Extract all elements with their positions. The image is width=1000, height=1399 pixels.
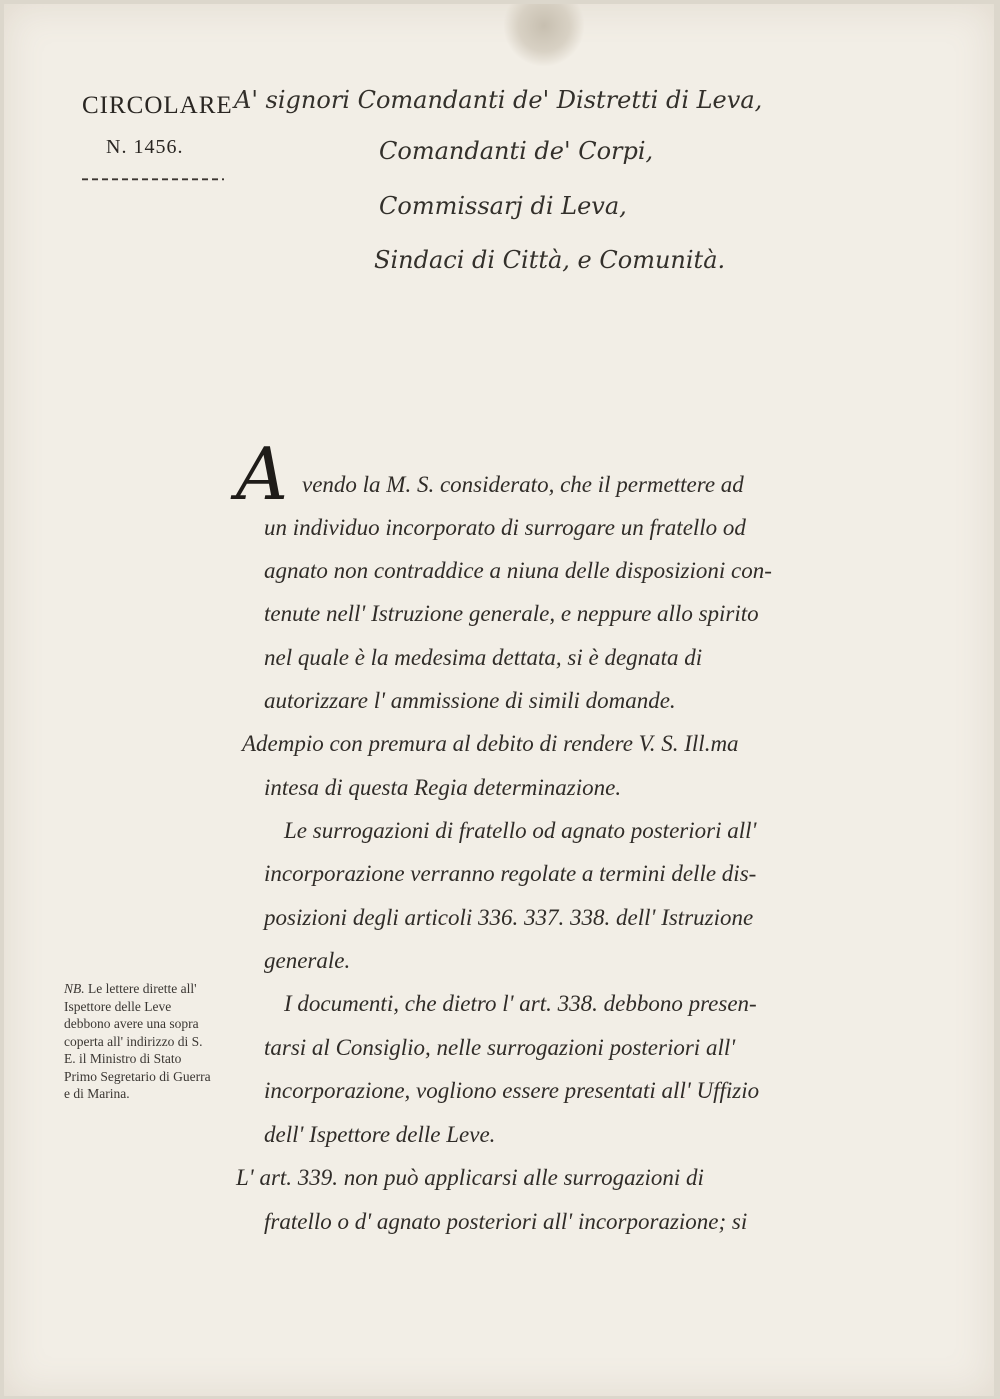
body-line-7: Adempio con premura al debito di rendere V. S. Ill.ma	[242, 731, 739, 756]
body-line-10: incorporazione verranno regolate a termini delle dis-	[264, 861, 757, 886]
decorative-rule	[82, 176, 224, 182]
addressee-line-1: A' signori Comandanti de' Distretti di Leva,	[234, 86, 763, 114]
body-line-5: nel quale è la medesima dettata, si è degnata di	[264, 645, 703, 670]
circular-title: CIRCOLARE	[82, 92, 233, 119]
note-text: Le lettere dirette all' Ispettore delle Leve debbono avere una sopra coperta all' indirizzo di S. E. il Ministro di Stato Primo Segretario di Guerra e di Marina.	[64, 981, 211, 1101]
body-line-13: I documenti, che dietro l' art. 338. debbono presen-	[284, 991, 757, 1016]
body-line-2: un individuo incorporato di surrogare un fratello od	[264, 515, 746, 540]
addressee-line-3: Commissarj di Leva,	[379, 192, 627, 220]
body-line-15: incorporazione, vogliono essere presentati all' Uffizio	[264, 1078, 760, 1103]
drop-cap: A	[236, 432, 288, 516]
body-line-11: posizioni degli articoli 336. 337. 338. dell' Istruzione	[264, 905, 754, 930]
body-line-17: L' art. 339. non può applicarsi alle surrogazioni di	[236, 1165, 704, 1190]
body-line-16: dell' Ispettore delle Leve.	[264, 1122, 496, 1147]
margin-note	[64, 980, 216, 1103]
document-page	[4, 4, 994, 1396]
body-line-1: vendo la M. S. considerato, che il permettere ad	[302, 472, 744, 497]
body-line-4: tenute nell' Istruzione generale, e neppure allo spirito	[264, 601, 759, 626]
body-line-9: Le surrogazioni di fratello od agnato posteriori all'	[284, 818, 757, 843]
addressee-line-4: Sindaci di Città, e Comunità.	[374, 246, 726, 274]
body-line-18: fratello o d' agnato posteriori all' incorporazione; si	[264, 1209, 748, 1234]
body-line-14: tarsi al Consiglio, nelle surrogazioni posteriori all'	[264, 1035, 736, 1060]
note-nb-label: NB.	[64, 981, 85, 996]
body-line-3: agnato non contraddice a niuna delle disposizioni con-	[264, 558, 772, 583]
body-line-12: generale.	[264, 948, 351, 973]
paper-stain	[504, 4, 584, 66]
body-line-6: autorizzare l' ammissione di simili domande.	[264, 688, 676, 713]
circular-number: N. 1456.	[106, 136, 184, 158]
addressee-line-2: Comandanti de' Corpi,	[379, 137, 654, 165]
body-line-8: intesa di questa Regia determinazione.	[264, 775, 622, 800]
